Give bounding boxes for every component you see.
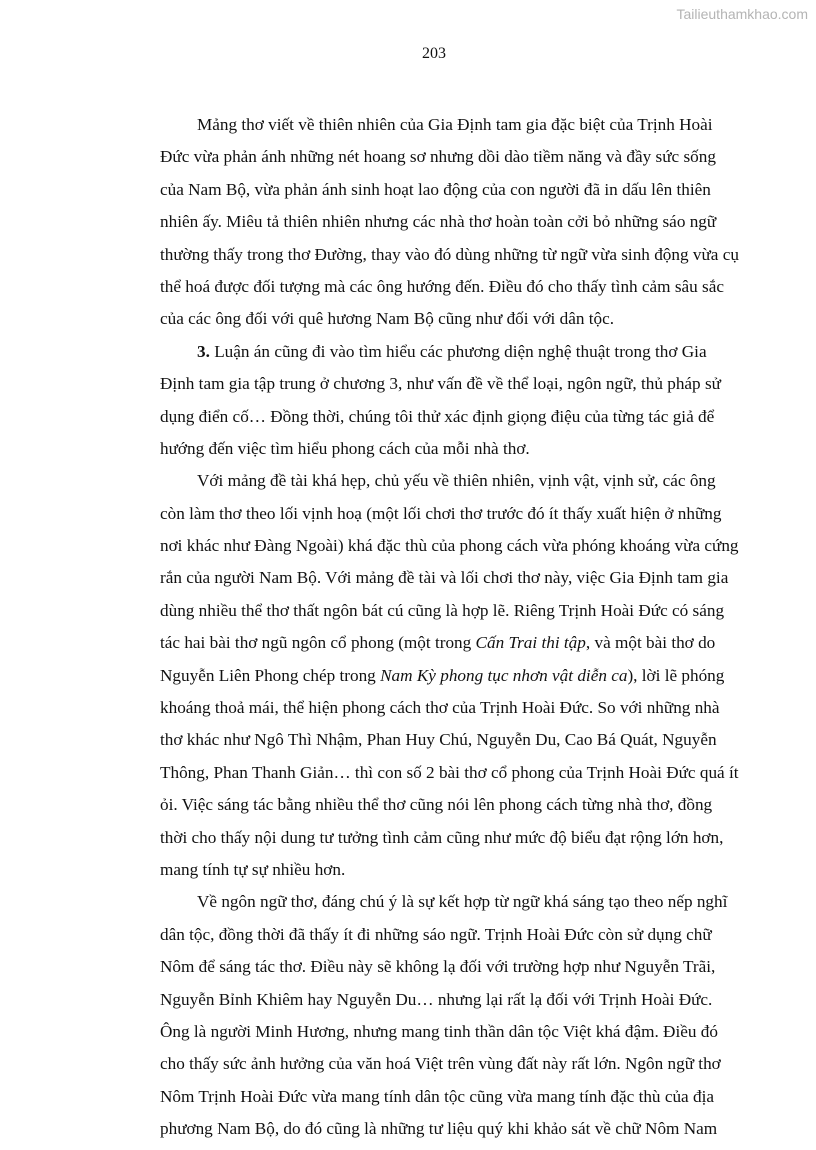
text-run: cho thấy sức ảnh hưởng của văn hoá Việt trên vùng đất này rất lớn. Ngôn ngữ thơ [160, 1054, 721, 1074]
text-line [160, 761, 739, 793]
text-line [160, 469, 716, 501]
text-line [160, 1052, 721, 1084]
text-line [160, 307, 664, 339]
text-run: ), lời lẽ phóng [627, 665, 725, 685]
text-run: của các ông đối với quê hương Nam Bộ cũng như đối với dân tộc. [160, 309, 615, 329]
text-line [160, 793, 713, 825]
text-line [160, 1020, 718, 1052]
text-line [160, 534, 739, 566]
text-run: Định tam gia tập trung ở chương 3, như vấn đề về thể loại, ngôn ngữ, thủ pháp sử [160, 374, 721, 394]
text-line [160, 145, 716, 177]
text-run: Đức vừa phản ánh những nét hoang sơ nhưng dồi dào tiềm năng và đầy sức sống [160, 147, 716, 167]
text-line [160, 372, 721, 404]
text-run: rắn của người Nam Bộ. Với mảng đề tài và lối chơi thơ này, việc Gia Định tam gia [160, 568, 729, 588]
text-run: của Nam Bộ, vừa phản ánh sinh hoạt lao động của con người đã in dấu lên thiên [160, 179, 711, 199]
text-run: dùng nhiều thể thơ thất ngôn bát cú cũng là hợp lẽ. Riêng Trịnh Hoài Đức có sáng [160, 600, 725, 620]
text-run: Về ngôn ngữ thơ, đáng chú ý là sự kết hợp từ ngữ khá sáng tạo theo nếp nghĩ [197, 892, 728, 912]
text-line [160, 113, 713, 145]
text-line [160, 955, 716, 987]
text-line [160, 664, 725, 696]
text-line [160, 826, 724, 858]
text-line [160, 890, 728, 922]
text-line [160, 631, 716, 663]
text-run: Nôm Trịnh Hoài Đức vừa mang tính dân tộc cũng vừa mang tính đặc thù của địa [160, 1086, 714, 1106]
text-run: còn làm thơ theo lối vịnh hoạ (một lối chơi thơ trước đó ít thấy xuất hiện ở những [160, 503, 722, 523]
text-line [160, 566, 729, 598]
text-line [160, 437, 664, 469]
text-run: dụng điển cố… Đồng thời, chúng tôi thử xác định giọng điệu của từng tác giả để [160, 406, 715, 426]
text-run: thơ khác như Ngô Thì Nhậm, Phan Huy Chú, Nguyễn Du, Cao Bá Quát, Nguyễn [160, 730, 717, 750]
text-line [160, 275, 725, 307]
italic-title: Nam Kỳ phong tục nhơn vật diễn ca [380, 665, 628, 685]
text-line [160, 1117, 718, 1149]
italic-title: Cấn Trai thi tập [475, 633, 586, 653]
text-line [160, 210, 717, 242]
text-run: phương Nam Bộ, do đó cũng là những tư liệu quý khi khảo sát về chữ Nôm Nam [160, 1119, 718, 1139]
watermark: Tailieuthamkhao.com [676, 6, 808, 22]
text-run: thường thấy trong thơ Đường, thay vào đó dùng những từ ngữ vừa sinh động vừa cụ [160, 244, 739, 264]
text-line [160, 405, 715, 437]
text-line [160, 728, 717, 760]
document-body [160, 113, 739, 1150]
text-line [160, 599, 725, 631]
text-run: Thông, Phan Thanh Giản… thì con số 2 bài thơ cổ phong của Trịnh Hoài Đức quá ít [160, 762, 739, 782]
text-line [160, 178, 711, 210]
text-run: hướng đến việc tìm hiểu phong cách của mỗi nhà thơ. [160, 438, 530, 458]
page-number: 203 [422, 45, 446, 62]
text-line [160, 696, 720, 728]
text-line [160, 858, 664, 890]
text-run: Luận án cũng đi vào tìm hiểu các phương diện nghệ thuật trong thơ Gia [209, 341, 707, 361]
text-line [160, 1085, 714, 1117]
text-run: mang tính tự sự nhiều hơn. [160, 859, 346, 879]
text-run: Nguyễn Bỉnh Khiêm hay Nguyễn Du… nhưng lại rất lạ đối với Trịnh Hoài Đức. [160, 989, 713, 1009]
text-run: Ông là người Minh Hương, nhưng mang tinh thần dân tộc Việt khá đậm. Điều đó [160, 1021, 718, 1041]
text-run: nơi khác như Đàng Ngoài) khá đặc thù của phong cách vừa phóng khoáng vừa cứng [160, 536, 739, 556]
text-run: nhiên ấy. Miêu tả thiên nhiên nhưng các nhà thơ hoàn toàn cởi bỏ những sáo ngữ [160, 212, 717, 232]
text-run: Nôm để sáng tác thơ. Điều này sẽ không lạ đối với trường hợp như Nguyễn Trãi, [160, 957, 716, 977]
text-run: tác hai bài thơ ngũ ngôn cổ phong (một trong [160, 633, 476, 653]
text-run: khoáng thoả mái, thể hiện phong cách thơ của Trịnh Hoài Đức. So với những nhà [160, 698, 720, 718]
text-run: thời cho thấy nội dung tư tưởng tình cảm cũng như mức độ biểu đạt rộng lớn hơn, [160, 827, 724, 847]
text-line [160, 988, 713, 1020]
text-run: thể hoá được đối tượng mà các ông hướng đến. Điều đó cho thấy tình cảm sâu sắc [160, 276, 725, 296]
text-run: Mảng thơ viết về thiên nhiên của Gia Định tam gia đặc biệt của Trịnh Hoài [197, 115, 713, 134]
text-run: Nguyễn Liên Phong chép trong [160, 665, 381, 685]
text-run: dân tộc, đồng thời đã thấy ít đi những sáo ngữ. Trịnh Hoài Đức còn sử dụng chữ [160, 924, 712, 944]
text-line [160, 923, 712, 955]
text-line [160, 502, 722, 534]
text-run: Với mảng đề tài khá hẹp, chủ yếu về thiên nhiên, vịnh vật, vịnh sử, các ông [197, 471, 716, 491]
text-line [160, 340, 707, 372]
text-line [160, 243, 739, 275]
section-number: 3. [197, 341, 210, 361]
text-run: , và một bài thơ do [585, 633, 716, 653]
text-run: ỏi. Việc sáng tác bằng nhiều thể thơ cũng nói lên phong cách từng nhà thơ, đồng [160, 795, 713, 815]
